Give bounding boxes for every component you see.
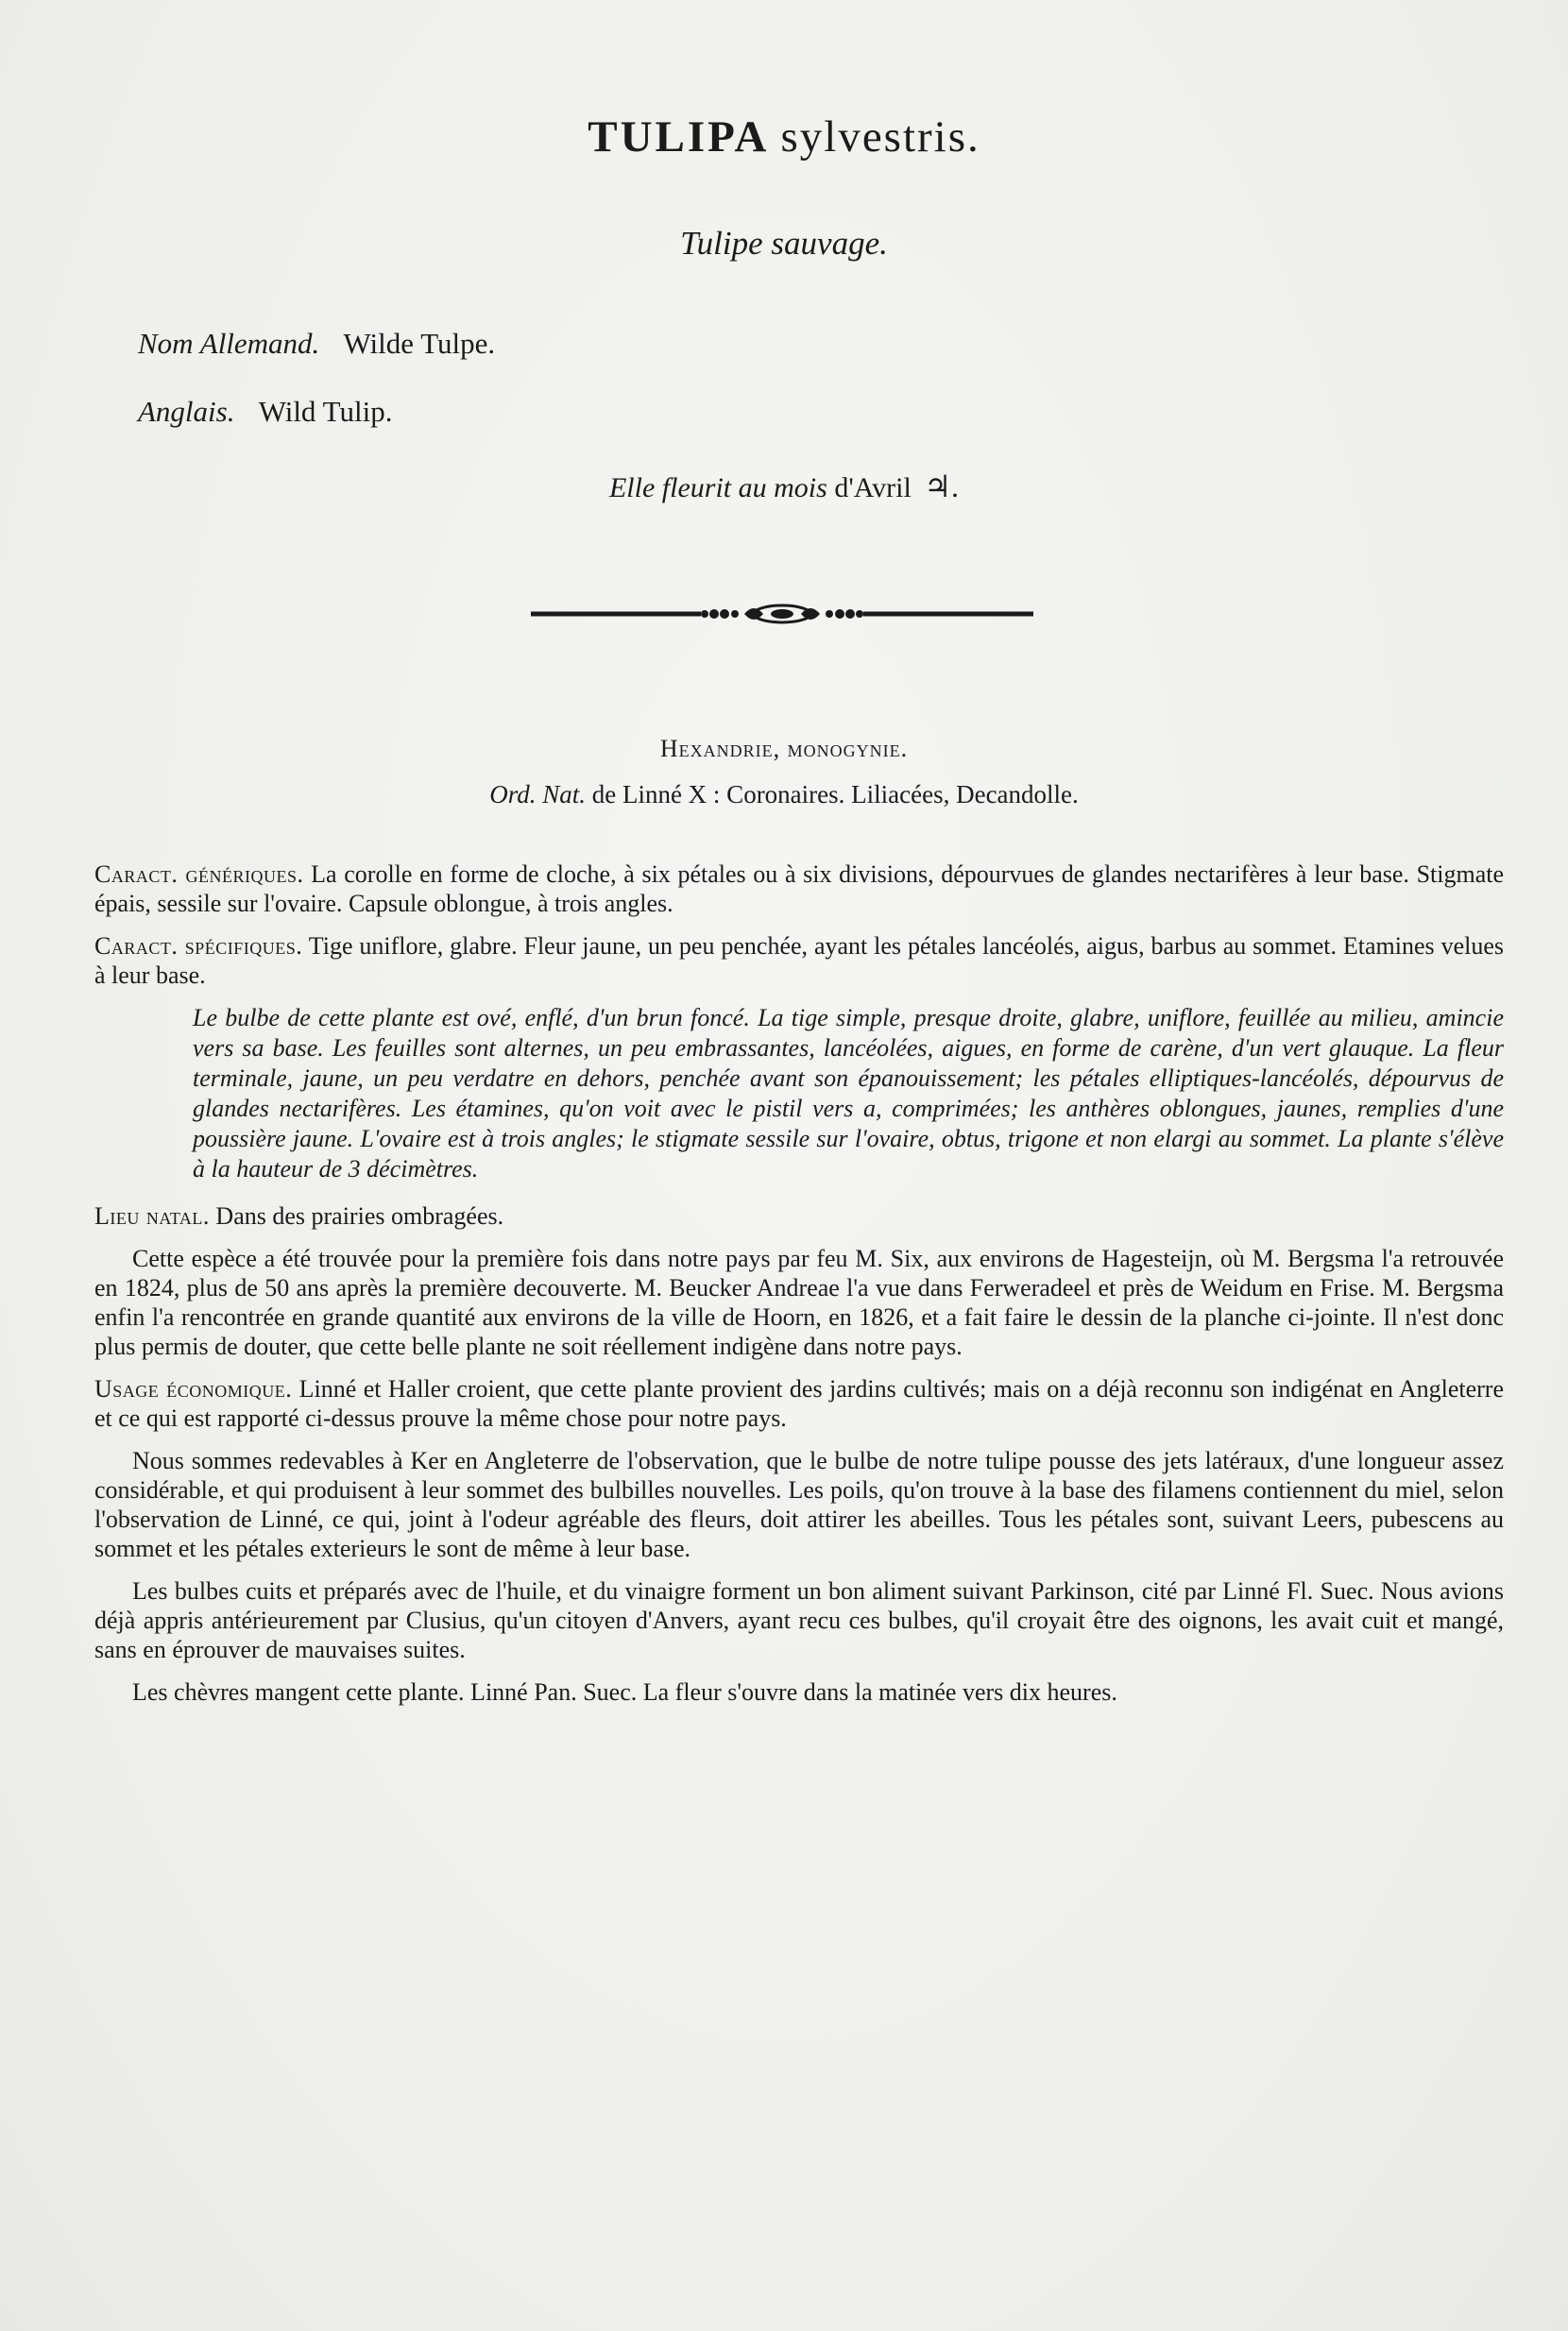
generic-characters-label: Caract. génériques.	[94, 860, 304, 888]
specific-characters	[94, 931, 1504, 990]
paragraph-goats: Les chèvres mangent cette plante. Linné Pan. Suec. La fleur s'ouvre dans la matinée vers dix heures.	[132, 1678, 1117, 1706]
natural-order-prefix: Ord. Nat.	[489, 780, 586, 808]
generic-characters-text: La corolle en forme de cloche, à six pétales ou à six divisions, dépourvues de glandes nectarifères à leur base. Stigmate épais, sessile sur l'ovaire. Capsule oblongue, à trois angles.	[94, 860, 1505, 917]
flowering-line	[0, 468, 1568, 504]
flowering-month: d'Avril	[834, 472, 912, 503]
english-name-label: Anglais.	[138, 395, 235, 428]
generic-characters	[94, 859, 1504, 918]
flowering-text: Elle fleurit au mois	[608, 472, 827, 503]
english-name-value: Wild Tulip.	[258, 395, 393, 428]
german-name-label: Nom Allemand.	[138, 327, 320, 360]
ornament-divider-icon	[531, 597, 1033, 631]
specific-characters-label: Caract. spécifiques.	[94, 932, 303, 960]
common-name: Tulipe sauvage.	[680, 225, 888, 262]
english-name-line	[138, 395, 392, 429]
habitat	[94, 1201, 1504, 1231]
linnaean-class: Hexandrie, monogynie.	[659, 735, 909, 762]
page-title	[0, 111, 1568, 162]
natural-order-text: de Linné X : Coronaires. Liliacées, Decandolle.	[591, 780, 1079, 808]
economic-usage-text: Linné et Haller croient, que cette plante provient des jardins cultivés; mais on a déjà reconnu son indigénat en Angleterre et ce qui est rapporté ci-dessus prouve la même chose pour notre pays.	[94, 1375, 1504, 1432]
german-name-line	[138, 327, 495, 361]
discovery-history: Cette espèce a été trouvée pour la première fois dans notre pays par feu M. Six, aux environs de Hagesteijn, où M. Bergsma l'a retrouvée en 1824, plus de 50 ans après la première decouverte. M. Beucker Andreae l'a vue dans Ferweradeel et près de Weidum en Frise. M. Bergsma enfin l'a rencontrée en grande quantité aux environs de la ville de Hoorn, en 1826, et a fait faire le dessin de la planche ci-jointe. Il n'est donc plus permis de douter, que cette belle plante ne soit réellement indigène dans notre pays.	[94, 1245, 1504, 1360]
paragraph-ker: Nous sommes redevables à Ker en Angleterre de l'observation, que le bulbe de notre tulipe pousse des jets latéraux, d'une longueur assez considérable, et qui produisent à leur sommet des bulbilles nouvelles. Les poils, qu'on trouve à la base des filamens contiennent du miel, selon l'observation de Linné, ce qui, joint à l'odeur agréable des fleurs, doit attirer les abeilles. Tous les pétales sont, suivant Leers, pubescens au sommet et les pétales exterieurs le sont de même à leur base.	[94, 1447, 1504, 1562]
habitat-text: Dans des prairies ombragées.	[215, 1202, 504, 1230]
economic-usage	[94, 1374, 1504, 1433]
title-genus: TULIPA	[588, 112, 767, 162]
economic-usage-label: Usage économique.	[94, 1375, 293, 1403]
plant-description: Le bulbe de cette plante est ové, enflé, d'un brun foncé. La tige simple, presque droite, glabre, uniflore, feuillée au milieu, amincie vers sa base. Les feuilles sont alternes, un peu embrassantes, lancéolées, aigues, en forme de carène, d'un vert glauque. La fleur terminale, jaune, un peu verdatre en dehors, penchée avant son épanouissement; les pétales elliptiques-lancéolés, dépourvus de glandes nectarifères. Les étamines, qu'on voit avec le pistil vers a, comprimées; les anthères oblongues, jaunes, remplies d'une poussière jaune. L'ovaire est à trois angles; le stigmate sessile sur l'ovaire, obtus, trigone et non elargi au sommet. La plante s'élève à la hauteur de 3 décimètres.	[193, 1004, 1504, 1183]
perennial-symbol-icon: ♃.	[924, 469, 960, 503]
habitat-label: Lieu natal.	[94, 1202, 210, 1230]
natural-order	[0, 780, 1568, 809]
specific-characters-text: Tige uniflore, glabre. Fleur jaune, un peu penchée, ayant les pétales lancéolés, aigus, barbus au sommet. Etamines velues à leur base.	[94, 932, 1505, 989]
german-name-value: Wilde Tulpe.	[343, 327, 496, 360]
title-species: sylvestris.	[780, 112, 980, 162]
paragraph-bulbs: Les bulbes cuits et préparés avec de l'huile, et du vinaigre forment un bon aliment suivant Parkinson, cité par Linné Fl. Suec. Nous avions déjà appris antérieurement par Clusius, qu'un citoyen d'Anvers, ayant recu ces bulbes, qu'il croyait être des oignons, les avait cuit et mangé, sans en éprouver de mauvaises suites.	[94, 1577, 1504, 1663]
main-text	[94, 859, 1504, 1720]
